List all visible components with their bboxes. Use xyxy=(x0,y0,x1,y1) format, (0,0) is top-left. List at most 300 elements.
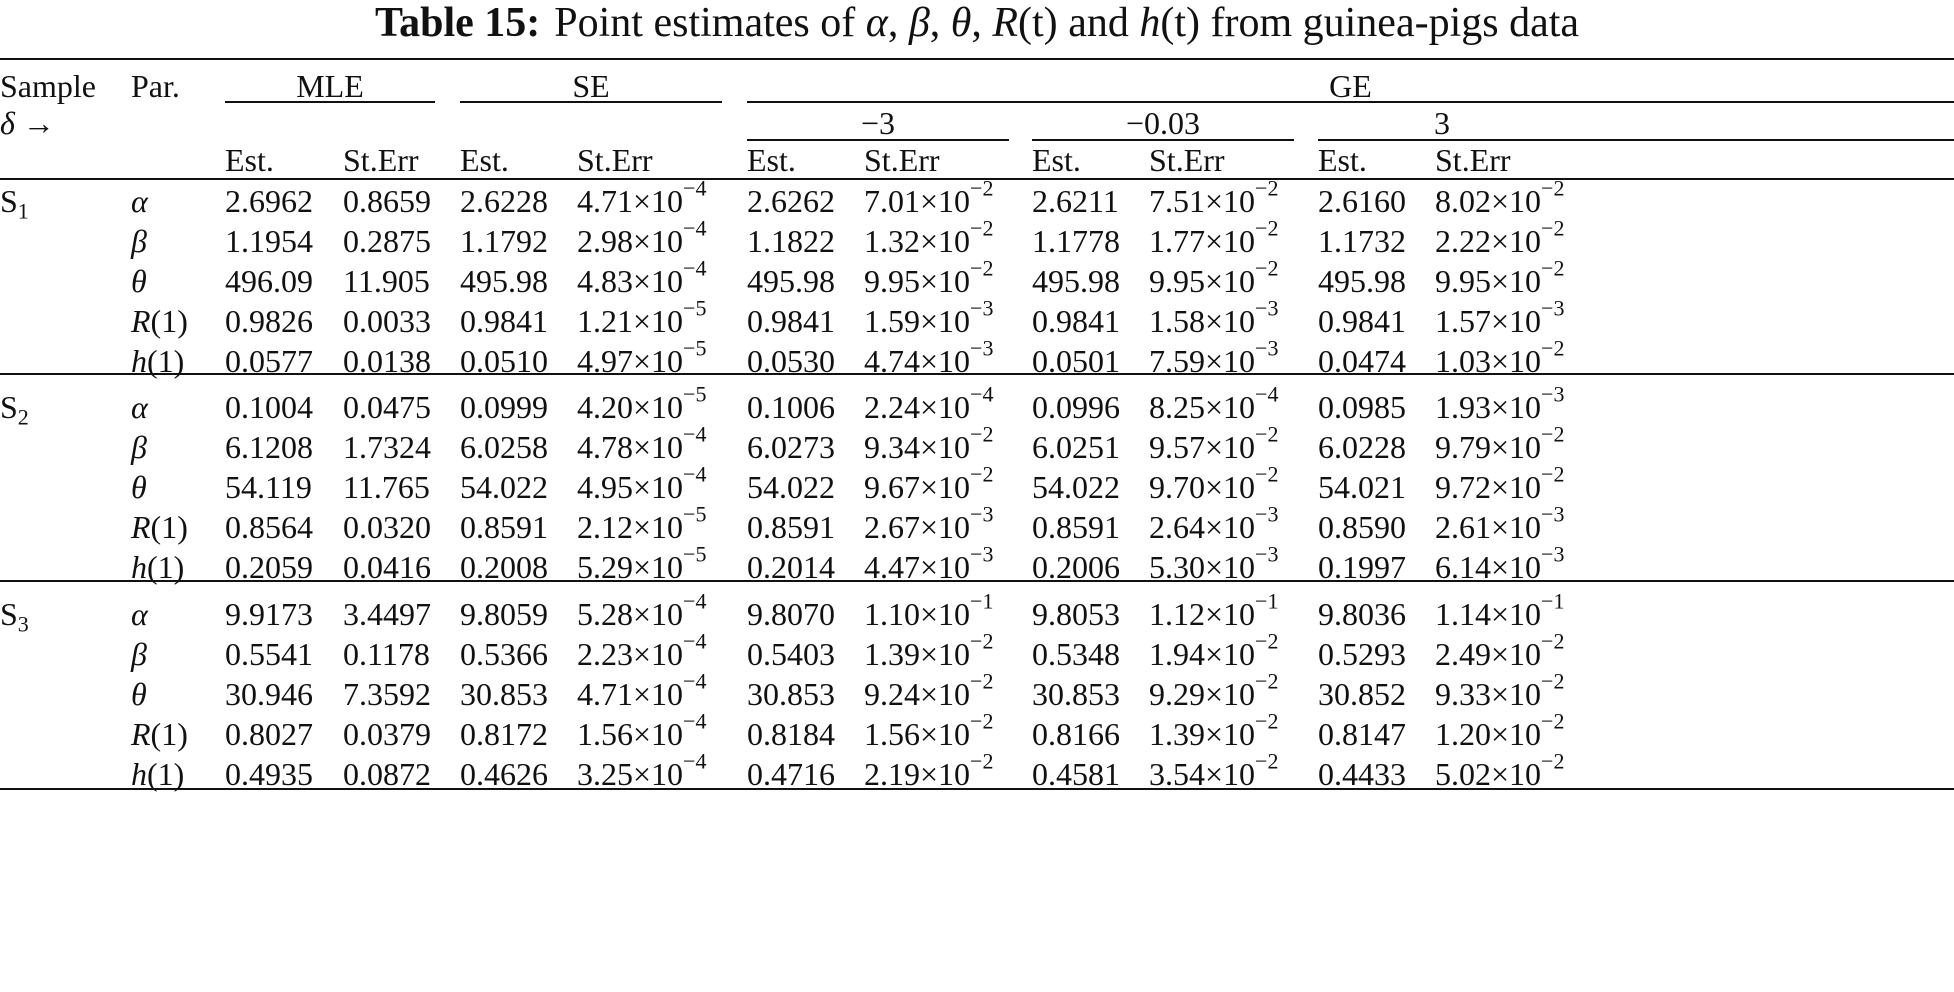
sample-subscript: 3 xyxy=(17,611,29,637)
g1-sterr-cell: $9.24\times 10^{-2}$ xyxy=(864,668,994,712)
mantissa: 2.49 xyxy=(1435,636,1491,672)
mantissa: 5.29 xyxy=(577,549,633,585)
mantissa: 9.95 xyxy=(1149,263,1205,299)
sterr-column-header: St.Err xyxy=(864,142,940,178)
g3-est-cell: 0.5293 xyxy=(1318,636,1406,672)
mantissa: 4.97 xyxy=(577,343,633,379)
mantissa: 2.23 xyxy=(577,636,633,672)
g3-est-cell: 0.1997 xyxy=(1318,549,1406,585)
param-cell xyxy=(131,469,147,505)
sample-label xyxy=(0,183,29,224)
exponent: −4 xyxy=(1255,381,1279,407)
exponent: −2 xyxy=(1541,215,1565,241)
g3-est-cell: 0.4433 xyxy=(1318,756,1406,792)
g3-est-cell: 54.021 xyxy=(1318,469,1406,505)
sample-subscript: 1 xyxy=(17,198,29,224)
g2-sterr-cell: $3.54\times 10^{-2}$ xyxy=(1149,748,1279,792)
mantissa: 1.39 xyxy=(864,636,920,672)
g3-est-cell: 1.1732 xyxy=(1318,223,1406,259)
g2-sterr-cell: $1.94\times 10^{-2}$ xyxy=(1149,628,1279,672)
g2-est-cell: 495.98 xyxy=(1032,263,1120,299)
mantissa: 9.57 xyxy=(1149,429,1205,465)
mantissa: 1.59 xyxy=(864,303,920,339)
sterr-column-header: St.Err xyxy=(1149,142,1225,178)
param-cell xyxy=(131,263,147,299)
se-est-cell: 1.1792 xyxy=(460,223,548,259)
exponent: −2 xyxy=(1255,421,1279,447)
param-cell xyxy=(131,343,184,379)
mantissa: 1.39 xyxy=(1149,716,1205,752)
mantissa: 9.95 xyxy=(864,263,920,299)
mantissa: 1.93 xyxy=(1435,389,1491,425)
se-sterr-cell: $4.97\times 10^{-5}$ xyxy=(577,335,707,379)
mle-sterr-cell: 3.4497 xyxy=(343,596,431,632)
g2-sterr-cell: $7.51\times 10^{-2}$ xyxy=(1149,175,1279,219)
est-column-header: Est. xyxy=(1318,142,1367,178)
g3-sterr-cell: $6.14\times 10^{-3}$ xyxy=(1435,541,1565,585)
exponent: −2 xyxy=(1255,708,1279,734)
g3-sterr-cell: $9.95\times 10^{-2}$ xyxy=(1435,255,1565,299)
g1-sterr-cell: $7.01\times 10^{-2}$ xyxy=(864,175,994,219)
g2-est-cell: 1.1778 xyxy=(1032,223,1120,259)
mantissa: 9.29 xyxy=(1149,676,1205,712)
se-est-cell: 0.0510 xyxy=(460,343,548,379)
exponent: −3 xyxy=(970,335,994,361)
delta-symbol: δ xyxy=(0,105,15,141)
mantissa: 2.64 xyxy=(1149,509,1205,545)
param-symbol: h xyxy=(131,549,147,585)
mle-sterr-cell: 0.0475 xyxy=(343,389,431,425)
mle-est-cell: 0.5541 xyxy=(225,636,313,672)
mantissa: 8.02 xyxy=(1435,183,1491,219)
caption-theta: θ xyxy=(950,0,972,46)
mle-sterr-cell: 0.0138 xyxy=(343,343,431,379)
g1-est-cell: 0.5403 xyxy=(747,636,835,672)
caption-suffix: from guinea-pigs data xyxy=(1200,0,1580,46)
sample-label xyxy=(0,596,29,637)
mantissa: 9.33 xyxy=(1435,676,1491,712)
exponent: −2 xyxy=(970,175,994,201)
mantissa: 9.79 xyxy=(1435,429,1491,465)
mantissa: 5.30 xyxy=(1149,549,1205,585)
mle-est-cell: 0.9826 xyxy=(225,303,313,339)
g1-est-cell: 1.1822 xyxy=(747,223,835,259)
mle-sterr-cell: 0.0320 xyxy=(343,509,431,545)
exponent: −2 xyxy=(1255,748,1279,774)
g1-est-cell: 0.4716 xyxy=(747,756,835,792)
g1-sterr-cell: $4.47\times 10^{-3}$ xyxy=(864,541,994,585)
se-est-cell: 2.6228 xyxy=(460,183,548,219)
exponent: −2 xyxy=(1255,215,1279,241)
sample-base: S xyxy=(0,389,18,425)
caption-sep: , xyxy=(971,0,993,46)
se-sterr-cell: $4.20\times 10^{-5}$ xyxy=(577,381,707,425)
g2-est-cell: 0.9841 xyxy=(1032,303,1120,339)
g1-sterr-cell: $1.59\times 10^{-3}$ xyxy=(864,295,994,339)
g1-est-cell: 2.6262 xyxy=(747,183,835,219)
exponent: −2 xyxy=(1541,748,1565,774)
mantissa: 1.57 xyxy=(1435,303,1491,339)
g2-sterr-cell: $9.29\times 10^{-2}$ xyxy=(1149,668,1279,712)
se-est-cell: 0.0999 xyxy=(460,389,548,425)
mantissa: 4.74 xyxy=(864,343,920,379)
param-symbol: θ xyxy=(131,263,147,299)
param-arg: (1) xyxy=(150,509,188,545)
g1-est-cell: 6.0273 xyxy=(747,429,835,465)
g2-est-cell: 9.8053 xyxy=(1032,596,1120,632)
est-column-header: Est. xyxy=(225,142,274,178)
ge-delta-neg003: −0.03 xyxy=(1125,105,1201,141)
exponent: −2 xyxy=(1255,628,1279,654)
param-symbol: α xyxy=(131,596,148,632)
mantissa: 9.70 xyxy=(1149,469,1205,505)
ge-header: GE xyxy=(1329,68,1372,104)
param-symbol: β xyxy=(131,636,147,672)
mantissa: 2.19 xyxy=(864,756,920,792)
mantissa: 7.51 xyxy=(1149,183,1205,219)
param-arg: (1) xyxy=(147,549,185,585)
se-est-cell: 54.022 xyxy=(460,469,548,505)
g3-sterr-cell: $2.49\times 10^{-2}$ xyxy=(1435,628,1565,672)
mle-est-cell: 0.4935 xyxy=(225,756,313,792)
g3-sterr-cell: $8.02\times 10^{-2}$ xyxy=(1435,175,1565,219)
g2-sterr-cell: $7.59\times 10^{-3}$ xyxy=(1149,335,1279,379)
mantissa: 2.24 xyxy=(864,389,920,425)
se-est-cell: 0.8591 xyxy=(460,509,548,545)
se-est-cell: 0.9841 xyxy=(460,303,548,339)
ge-delta-3: 3 xyxy=(1434,105,1450,141)
mle-sterr-cell: 0.8659 xyxy=(343,183,431,219)
exponent: −4 xyxy=(683,708,707,734)
exponent: −2 xyxy=(1255,668,1279,694)
mle-est-cell: 54.119 xyxy=(225,469,312,505)
g1-est-cell: 9.8070 xyxy=(747,596,835,632)
sterr-column-header: St.Err xyxy=(1435,142,1511,178)
se-sterr-cell: $4.83\times 10^{-4}$ xyxy=(577,255,707,299)
g2-sterr-cell: $8.25\times 10^{-4}$ xyxy=(1149,381,1279,425)
g1-sterr-cell: $1.10\times 10^{-1}$ xyxy=(864,588,994,632)
g1-est-cell: 0.8591 xyxy=(747,509,835,545)
se-sterr-cell: $3.25\times 10^{-4}$ xyxy=(577,748,707,792)
exponent: −2 xyxy=(970,461,994,487)
param-cell xyxy=(131,303,188,339)
g3-est-cell: 0.0474 xyxy=(1318,343,1406,379)
g1-sterr-cell: $2.67\times 10^{-3}$ xyxy=(864,501,994,545)
exponent: −2 xyxy=(1255,255,1279,281)
mantissa: 4.95 xyxy=(577,469,633,505)
mantissa: 7.59 xyxy=(1149,343,1205,379)
caption-sep: , xyxy=(887,0,909,46)
exponent: −4 xyxy=(683,175,707,201)
caption-alpha: α xyxy=(865,0,888,46)
se-est-cell: 0.5366 xyxy=(460,636,548,672)
g3-sterr-cell: $9.79\times 10^{-2}$ xyxy=(1435,421,1565,465)
param-cell xyxy=(131,596,148,632)
exponent: −4 xyxy=(970,381,994,407)
g3-sterr-cell: $2.22\times 10^{-2}$ xyxy=(1435,215,1565,259)
mantissa: 1.56 xyxy=(864,716,920,752)
exponent: −5 xyxy=(683,381,707,407)
mantissa: 4.71 xyxy=(577,183,633,219)
g1-sterr-cell: $1.56\times 10^{-2}$ xyxy=(864,708,994,752)
exponent: −4 xyxy=(683,588,707,614)
mantissa: 9.67 xyxy=(864,469,920,505)
mle-sterr-cell: 0.0379 xyxy=(343,716,431,752)
caption-R-arg: (t) xyxy=(1018,0,1058,46)
g3-sterr-cell: $1.03\times 10^{-2}$ xyxy=(1435,335,1565,379)
se-sterr-cell: $2.23\times 10^{-4}$ xyxy=(577,628,707,672)
g1-sterr-cell: $9.34\times 10^{-2}$ xyxy=(864,421,994,465)
g3-sterr-cell: $9.33\times 10^{-2}$ xyxy=(1435,668,1565,712)
mle-sterr-cell: 11.905 xyxy=(343,263,430,299)
se-est-cell: 9.8059 xyxy=(460,596,548,632)
exponent: −3 xyxy=(1541,541,1565,567)
param-cell xyxy=(131,223,147,259)
g3-sterr-cell: $1.20\times 10^{-2}$ xyxy=(1435,708,1565,752)
sample-label xyxy=(0,389,29,430)
exponent: −2 xyxy=(970,215,994,241)
mantissa: 1.77 xyxy=(1149,223,1205,259)
param-cell xyxy=(131,676,147,712)
sample-base: S xyxy=(0,596,18,632)
mle-sterr-cell: 0.0033 xyxy=(343,303,431,339)
mantissa: 4.71 xyxy=(577,676,633,712)
g2-sterr-cell: $1.12\times 10^{-1}$ xyxy=(1149,588,1279,632)
se-sterr-cell: $2.12\times 10^{-5}$ xyxy=(577,501,707,545)
param-symbol: R xyxy=(131,509,151,545)
mantissa: 5.02 xyxy=(1435,756,1491,792)
ge-delta-neg3: −3 xyxy=(860,105,896,141)
g1-sterr-cell: $2.19\times 10^{-2}$ xyxy=(864,748,994,792)
param-symbol: β xyxy=(131,429,147,465)
param-arg: (1) xyxy=(150,303,188,339)
mle-sterr-cell: 11.765 xyxy=(343,469,430,505)
mantissa: 9.72 xyxy=(1435,469,1491,505)
mle-est-cell: 0.8027 xyxy=(225,716,313,752)
exponent: −2 xyxy=(1541,421,1565,447)
mle-est-cell: 6.1208 xyxy=(225,429,313,465)
g2-est-cell: 0.4581 xyxy=(1032,756,1120,792)
exponent: −3 xyxy=(1255,335,1279,361)
sterr-column-header: St.Err xyxy=(343,142,419,178)
se-sterr-cell: $1.56\times 10^{-4}$ xyxy=(577,708,707,752)
param-cell xyxy=(131,549,184,585)
exponent: −1 xyxy=(970,588,994,614)
param-cell xyxy=(131,756,184,792)
se-est-cell: 0.8172 xyxy=(460,716,548,752)
g2-sterr-cell: $1.58\times 10^{-3}$ xyxy=(1149,295,1279,339)
se-est-cell: 30.853 xyxy=(460,676,548,712)
g3-est-cell: 0.8590 xyxy=(1318,509,1406,545)
g1-sterr-cell: $1.39\times 10^{-2}$ xyxy=(864,628,994,672)
g2-est-cell: 54.022 xyxy=(1032,469,1120,505)
sterr-column-header: St.Err xyxy=(577,142,653,178)
mantissa: 1.20 xyxy=(1435,716,1491,752)
mantissa: 1.56 xyxy=(577,716,633,752)
mantissa: 3.25 xyxy=(577,756,633,792)
g2-est-cell: 0.8591 xyxy=(1032,509,1120,545)
g3-est-cell: 0.9841 xyxy=(1318,303,1406,339)
g3-sterr-cell: $1.57\times 10^{-3}$ xyxy=(1435,295,1565,339)
exponent: −3 xyxy=(1541,501,1565,527)
mantissa: 9.95 xyxy=(1435,263,1491,299)
se-sterr-cell: $5.28\times 10^{-4}$ xyxy=(577,588,707,632)
caption-sep: , xyxy=(929,0,951,46)
g3-est-cell: 0.8147 xyxy=(1318,716,1406,752)
exponent: −2 xyxy=(970,748,994,774)
mantissa: 1.21 xyxy=(577,303,633,339)
g2-sterr-cell: $9.70\times 10^{-2}$ xyxy=(1149,461,1279,505)
param-symbol: θ xyxy=(131,469,147,505)
se-sterr-cell: $5.29\times 10^{-5}$ xyxy=(577,541,707,585)
se-sterr-cell: $1.21\times 10^{-5}$ xyxy=(577,295,707,339)
se-sterr-cell: $4.71\times 10^{-4}$ xyxy=(577,175,707,219)
param-symbol: R xyxy=(131,716,151,752)
g1-sterr-cell: $4.74\times 10^{-3}$ xyxy=(864,335,994,379)
est-column-header: Est. xyxy=(460,142,509,178)
mantissa: 9.24 xyxy=(864,676,920,712)
caption-prefix: Point estimates of xyxy=(554,0,866,46)
sample-header: Sample xyxy=(0,68,96,104)
se-sterr-cell: $4.95\times 10^{-4}$ xyxy=(577,461,707,505)
mle-est-cell: 0.2059 xyxy=(225,549,313,585)
exponent: −3 xyxy=(1541,295,1565,321)
exponent: −2 xyxy=(970,708,994,734)
est-column-header: Est. xyxy=(1032,142,1081,178)
mantissa: 1.03 xyxy=(1435,343,1491,379)
exponent: −4 xyxy=(683,748,707,774)
se-est-cell: 6.0258 xyxy=(460,429,548,465)
g1-est-cell: 0.0530 xyxy=(747,343,835,379)
g2-est-cell: 6.0251 xyxy=(1032,429,1120,465)
g1-est-cell: 0.2014 xyxy=(747,549,835,585)
g3-est-cell: 0.0985 xyxy=(1318,389,1406,425)
caption-h-arg: (t) xyxy=(1160,0,1200,46)
g2-est-cell: 0.8166 xyxy=(1032,716,1120,752)
caption-R: R xyxy=(992,0,1019,46)
g2-est-cell: 2.6211 xyxy=(1032,183,1119,219)
g1-est-cell: 0.1006 xyxy=(747,389,835,425)
mle-est-cell: 1.1954 xyxy=(225,223,313,259)
param-cell xyxy=(131,636,147,672)
exponent: −2 xyxy=(970,421,994,447)
mle-sterr-cell: 0.1178 xyxy=(343,636,430,672)
se-est-cell: 495.98 xyxy=(460,263,548,299)
mle-est-cell: 0.8564 xyxy=(225,509,313,545)
mle-sterr-cell: 0.2875 xyxy=(343,223,431,259)
g1-est-cell: 495.98 xyxy=(747,263,835,299)
mantissa: 1.94 xyxy=(1149,636,1205,672)
exponent: −2 xyxy=(970,255,994,281)
mle-est-cell: 9.9173 xyxy=(225,596,313,632)
g1-sterr-cell: $1.32\times 10^{-2}$ xyxy=(864,215,994,259)
mle-sterr-cell: 1.7324 xyxy=(343,429,431,465)
g2-est-cell: 30.853 xyxy=(1032,676,1120,712)
sample-base: S xyxy=(0,183,18,219)
exponent: −3 xyxy=(1255,541,1279,567)
exponent: −2 xyxy=(1541,255,1565,281)
mle-est-cell: 2.6962 xyxy=(225,183,313,219)
exponent: −2 xyxy=(1541,708,1565,734)
param-symbol: h xyxy=(131,756,147,792)
exponent: −5 xyxy=(683,295,707,321)
exponent: −4 xyxy=(683,668,707,694)
mantissa: 1.14 xyxy=(1435,596,1491,632)
est-column-header: Est. xyxy=(747,142,796,178)
mle-est-cell: 496.09 xyxy=(225,263,313,299)
mantissa: 1.12 xyxy=(1149,596,1205,632)
param-cell xyxy=(131,183,148,219)
exponent: −2 xyxy=(1541,461,1565,487)
param-cell xyxy=(131,429,147,465)
g2-sterr-cell: $1.39\times 10^{-2}$ xyxy=(1149,708,1279,752)
mle-sterr-cell: 0.0416 xyxy=(343,549,431,585)
param-symbol: β xyxy=(131,223,147,259)
mantissa: 2.67 xyxy=(864,509,920,545)
exponent: −4 xyxy=(683,255,707,281)
exponent: −5 xyxy=(683,501,707,527)
par-header: Par. xyxy=(131,68,180,104)
exponent: −3 xyxy=(970,501,994,527)
g1-est-cell: 54.022 xyxy=(747,469,835,505)
delta-label: δ → xyxy=(0,105,55,141)
param-symbol: θ xyxy=(131,676,147,712)
exponent: −2 xyxy=(970,628,994,654)
exponent: −3 xyxy=(1255,295,1279,321)
g3-sterr-cell: $1.14\times 10^{-1}$ xyxy=(1435,588,1565,632)
se-sterr-cell: $2.98\times 10^{-4}$ xyxy=(577,215,707,259)
g3-sterr-cell: $1.93\times 10^{-3}$ xyxy=(1435,381,1565,425)
caption-and: and xyxy=(1057,0,1140,46)
mantissa: 4.20 xyxy=(577,389,633,425)
exponent: −2 xyxy=(1255,175,1279,201)
exponent: −4 xyxy=(683,215,707,241)
exponent: −2 xyxy=(1541,175,1565,201)
param-arg: (1) xyxy=(147,343,185,379)
exponent: −4 xyxy=(683,461,707,487)
param-cell xyxy=(131,389,148,425)
param-symbol: R xyxy=(131,303,151,339)
mantissa: 4.78 xyxy=(577,429,633,465)
mantissa: 2.12 xyxy=(577,509,633,545)
exponent: −3 xyxy=(1255,501,1279,527)
g1-sterr-cell: $9.67\times 10^{-2}$ xyxy=(864,461,994,505)
mantissa: 1.10 xyxy=(864,596,920,632)
g2-sterr-cell: $9.95\times 10^{-2}$ xyxy=(1149,255,1279,299)
g3-sterr-cell: $5.02\times 10^{-2}$ xyxy=(1435,748,1565,792)
mantissa: 2.98 xyxy=(577,223,633,259)
exponent: −2 xyxy=(1541,668,1565,694)
exponent: −4 xyxy=(683,421,707,447)
caption-label: Table 15: xyxy=(374,0,541,46)
caption-beta: β xyxy=(908,0,930,46)
caption-h: h xyxy=(1139,0,1161,46)
g2-est-cell: 0.2006 xyxy=(1032,549,1120,585)
se-sterr-cell: $4.71\times 10^{-4}$ xyxy=(577,668,707,712)
se-est-cell: 0.2008 xyxy=(460,549,548,585)
exponent: −5 xyxy=(683,335,707,361)
param-arg: (1) xyxy=(150,716,188,752)
mantissa: 1.32 xyxy=(864,223,920,259)
g3-sterr-cell: $2.61\times 10^{-3}$ xyxy=(1435,501,1565,545)
exponent: −2 xyxy=(1541,335,1565,361)
g3-sterr-cell: $9.72\times 10^{-2}$ xyxy=(1435,461,1565,505)
top-rule xyxy=(0,58,1954,60)
exponent: −1 xyxy=(1541,588,1565,614)
mantissa: 8.25 xyxy=(1149,389,1205,425)
g3-est-cell: 495.98 xyxy=(1318,263,1406,299)
mle-est-cell: 0.1004 xyxy=(225,389,313,425)
